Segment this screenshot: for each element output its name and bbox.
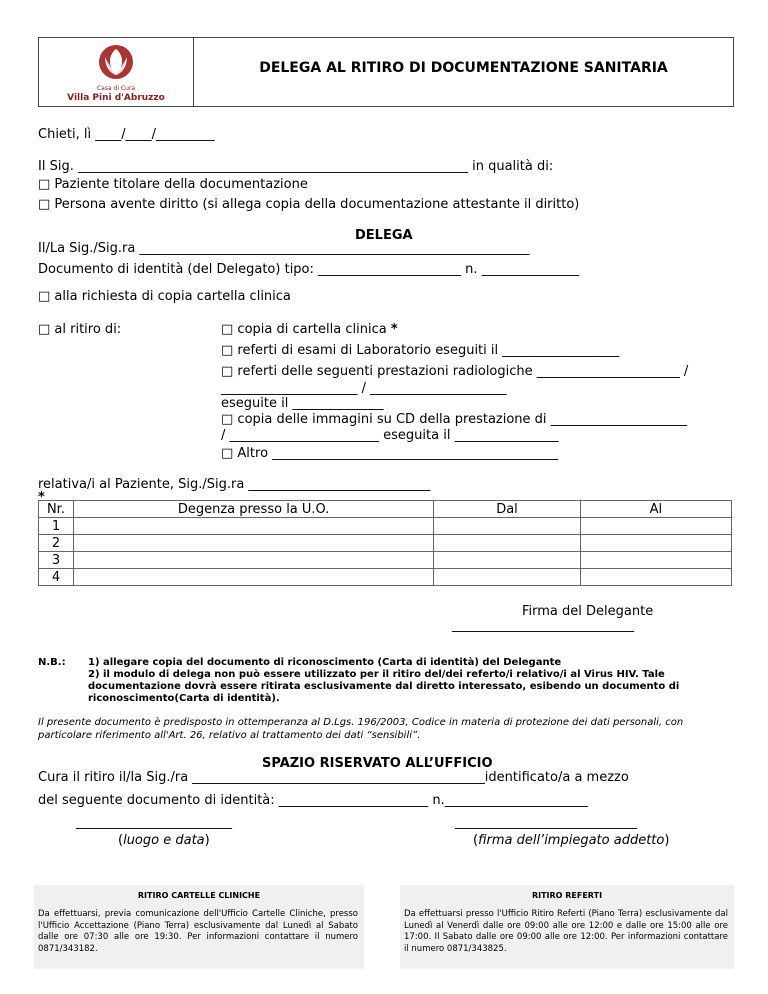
logo-name: Villa Pini d'Abruzzo [67, 93, 165, 103]
collect-item-lab-reports[interactable]: □ referti di esami di Laboratorio eseguiti il __________________ [221, 343, 620, 358]
table-row [39, 569, 732, 586]
radiology-date-line: eseguite il ______________ [221, 396, 384, 411]
cell[interactable] [580, 535, 731, 552]
patient-line: relativa/i al Paziente, Sig./Sig.ra ____________________________ [38, 477, 431, 492]
caption-text: firma dell’impiegato addetto [478, 833, 665, 848]
logo [39, 38, 194, 106]
cell[interactable] [73, 569, 433, 586]
cell[interactable] [73, 535, 433, 552]
collect-item-clinical-record[interactable] [221, 322, 398, 337]
cell[interactable] [434, 552, 580, 569]
option-patient-checkbox[interactable]: □ Paziente titolare della documentazione [38, 177, 308, 192]
cell[interactable] [580, 569, 731, 586]
row-number: 4 [39, 569, 74, 586]
table-header-row [39, 501, 732, 518]
collect-label[interactable]: □ al ritiro di: [38, 322, 122, 337]
logo-subtitle: Casa di Cura [96, 85, 136, 92]
cell[interactable] [434, 518, 580, 535]
footer-clinical-records [34, 885, 364, 969]
sig-line: Il Sig. ____________________________________________________________ in qualità di: [38, 159, 554, 174]
cell[interactable] [580, 518, 731, 535]
caption-text: luogo e data [123, 833, 205, 848]
document-title: DELEGA AL RITIRO DI DOCUMENTAZIONE SANITARIA [259, 60, 668, 76]
collect-item-cd-images[interactable]: □ copia delle immagini su CD della prestazione di _____________________ [221, 412, 688, 427]
option-entitled-checkbox[interactable]: □ Persona avente diritto (si allega copia della documentazione attestante il diritto) [38, 197, 580, 212]
note-item-1: 1) allegare copia del documento di riconoscimento (Carta di identità) del Delegante [88, 657, 562, 668]
place-date-line: Chieti, lì ____/____/_________ [38, 127, 215, 142]
table-row [39, 518, 732, 535]
collect-item-clinical-record-label: □ copia di cartella clinica [221, 322, 391, 337]
office-line-1: Cura il ritiro il/la Sig./ra _____________________________________________identificato/a a mezzo [38, 770, 629, 785]
row-number: 1 [39, 518, 74, 535]
footer-reports [400, 885, 734, 969]
patient-asterisk: * [38, 490, 45, 505]
caption-paren: ( [473, 833, 479, 848]
footer-clinical-records-title: RITIRO CARTELLE CLINICHE [137, 891, 261, 900]
caption-paren: ) [204, 833, 210, 848]
row-number: 2 [39, 535, 74, 552]
request-copy-checkbox[interactable]: □ alla richiesta di copia cartella clinica [38, 289, 291, 304]
collect-item-other[interactable]: □ Altro ____________________________________________ [221, 446, 559, 461]
footer-clinical-records-text: Da effettuarsi, previa comunicazione dell'Ufficio Cartelle Cliniche, presso l'Ufficio Accettazione (Piano Terra) esclusivamente dal Lunedì al Sabato dalle ore 07:30 alle ore 19:30. Per informazioni contattare il numero 0871/343182. [38, 909, 358, 954]
clerk-signature-caption [473, 833, 669, 848]
caption-paren: ( [118, 833, 124, 848]
table-row [39, 535, 732, 552]
delegator-signature-line: ____________________________ [452, 618, 634, 633]
note-item-2: 2) il modulo di delega non può essere utilizzato per il ritiro del/dei referto/i relativo/i al Virus HIV. Tale documentazione dovrà essere ritirata esclusivamente dal diretto interessato, esibendo un documento di riconoscimento(Carta di identità). [88, 669, 680, 704]
stay-table [38, 500, 732, 586]
cell[interactable] [73, 518, 433, 535]
delegator-signature-label: Firma del Delegante [522, 604, 654, 619]
col-from: Dal [434, 501, 580, 518]
footer-reports-text: Da effettuarsi presso l'Ufficio Ritiro Referti (Piano Terra) esclusivamente dal Lunedì al Venerdì dalle ore 09:00 alle ore 12:00 e dalle ore 15:00 alle ore 17:00. Il Sabato dalle ore 09:00 alle ore 12:00. Per informazioni contattare il numero 0871/343825. [404, 909, 728, 954]
collect-item-radiology[interactable]: □ referti delle seguenti prestazioni radiologiche ______________________ / [221, 364, 689, 379]
cell[interactable] [434, 535, 580, 552]
cell[interactable] [434, 569, 580, 586]
asterisk-mark: * [390, 322, 398, 337]
nb-label: N.B.: [38, 657, 66, 668]
delega-heading: DELEGA [355, 228, 413, 243]
header-box [38, 37, 734, 107]
place-date-caption [118, 833, 210, 848]
col-nr: Nr. [39, 501, 74, 518]
col-ward: Degenza presso la U.O. [73, 501, 433, 518]
office-line-2: del seguente documento di identità: _______________________ n.______________________ [38, 793, 588, 808]
row-number: 3 [39, 552, 74, 569]
table-row [39, 552, 732, 569]
id-document-line: Documento di identità (del Delegato) tipo: ______________________ n. _______________ [38, 262, 580, 277]
col-to: Al [580, 501, 731, 518]
footer-reports-title: RITIRO REFERTI [531, 891, 603, 900]
delegate-line: Il/La Sig./Sig.ra ____________________________________________________________ [38, 241, 530, 256]
place-date-signature-line: ________________________ [76, 815, 232, 830]
caption-paren: ) [664, 833, 670, 848]
clerk-signature-line: ____________________________ [455, 815, 637, 830]
flower-logo-icon [96, 43, 136, 81]
cell[interactable] [580, 552, 731, 569]
radiology-line-2: _____________________ / _____________________ [221, 381, 507, 396]
office-heading: SPAZIO RISERVATO ALL’UFFICIO [262, 756, 493, 771]
cd-images-line-2: / _______________________ eseguita il ________________ [221, 428, 559, 443]
cell[interactable] [73, 552, 433, 569]
privacy-note: Il presente documento è predisposto in ottemperanza al D.Lgs. 196/2003, Codice in materia di protezione dei dati personali, con particolare riferimento all'Art. 26, relativo al trattamento dei dati “sensibili”. [38, 717, 684, 741]
